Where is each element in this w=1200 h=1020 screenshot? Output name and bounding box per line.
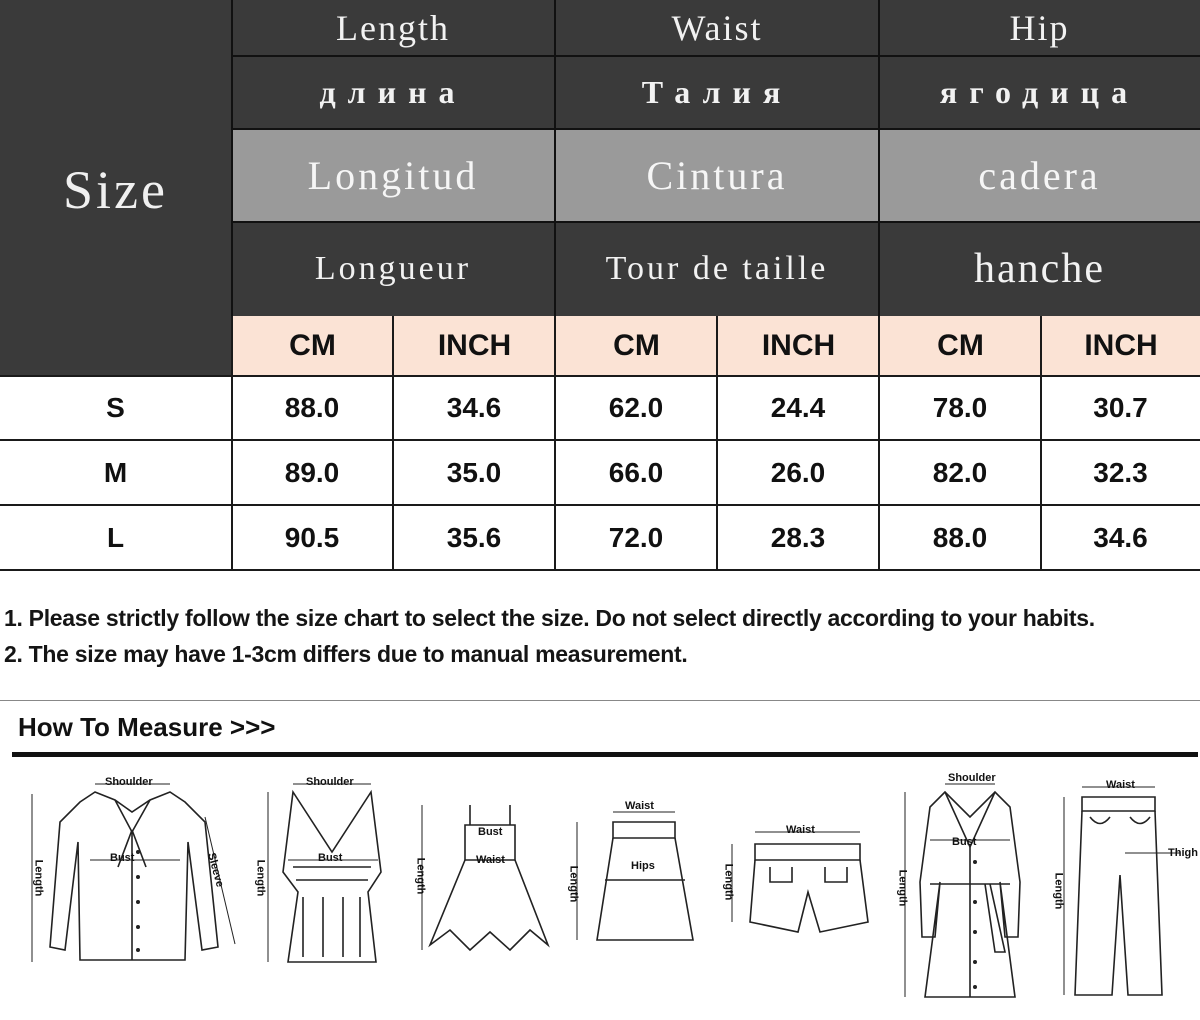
bust-label: Bust — [952, 836, 977, 848]
pants-diagram — [1050, 775, 1200, 1000]
shirt-diagram — [20, 772, 245, 972]
length-label: Length — [414, 857, 427, 895]
waist-header-fr: Tour de taille — [555, 222, 879, 316]
shoulder-label: Shoulder — [948, 772, 996, 784]
note-2: 2. The size may have 1-3cm differs due to manual measurement. — [4, 641, 688, 667]
hip-header-fr: hanche — [879, 222, 1200, 316]
waist-label: Waist — [786, 824, 815, 836]
divider — [878, 316, 880, 571]
waist-label: Waist — [476, 854, 505, 866]
thigh-label: Thigh — [1168, 847, 1198, 859]
shorts-diagram — [720, 822, 880, 942]
note-1: 1. Please strictly follow the size chart to select the size. Do not select directly according to your habits. — [4, 605, 1095, 631]
divider — [392, 316, 394, 571]
shoulder-label: Shoulder — [306, 776, 354, 788]
value-cell: 62.0 — [608, 392, 664, 423]
hip-header-en: Hip — [879, 0, 1200, 56]
divider — [0, 569, 1200, 571]
bust-label: Bust — [478, 826, 503, 838]
value-cell: 32.3 — [1093, 457, 1148, 488]
value-cell: 66.0 — [608, 457, 664, 488]
divider — [554, 316, 556, 571]
section-bar — [12, 752, 1198, 757]
hip-header-ru: ягодица — [879, 56, 1200, 129]
bust-label: Bust — [318, 852, 343, 864]
value-cell: 88.0 — [284, 392, 340, 423]
unit-waist-cm: CM — [556, 316, 717, 375]
bust-label: Bust — [110, 852, 135, 864]
length-header-ru: длина — [231, 56, 555, 129]
divider — [1040, 316, 1042, 571]
value-cell: 34.6 — [446, 392, 502, 423]
size-cell: M — [103, 457, 128, 488]
value-cell: 34.6 — [1093, 522, 1148, 553]
unit-waist-inch: INCH — [718, 316, 879, 375]
skirt-diagram — [565, 800, 700, 950]
unit-length-cm: CM — [232, 316, 393, 375]
unit-hip-inch: INCH — [1042, 316, 1200, 375]
length-label: Length — [722, 863, 735, 901]
divider — [231, 221, 1200, 223]
waist-label: Waist — [625, 800, 654, 812]
unit-length-inch: INCH — [394, 316, 555, 375]
length-header-es: Longitud — [231, 129, 555, 222]
waist-label: Waist — [1106, 779, 1135, 791]
value-cell: 35.0 — [446, 457, 502, 488]
length-header-en: Length — [231, 0, 555, 56]
length-label: Length — [896, 869, 909, 907]
size-cell: S — [106, 392, 125, 423]
value-cell: 30.7 — [1093, 392, 1148, 423]
value-cell: 88.0 — [932, 522, 988, 553]
divider — [231, 55, 1200, 57]
shoulder-label: Shoulder — [105, 776, 153, 788]
tank-top-diagram — [248, 772, 398, 972]
hips-label: Hips — [631, 860, 655, 872]
divider — [716, 316, 718, 571]
divider — [231, 316, 233, 571]
divider — [0, 504, 1200, 506]
coat-diagram — [890, 772, 1040, 1002]
value-cell: 78.0 — [932, 392, 988, 423]
value-cell: 72.0 — [608, 522, 664, 553]
divider — [0, 375, 1200, 377]
size-cell: L — [106, 522, 125, 553]
waist-header-ru: Талия — [555, 56, 879, 129]
divider — [0, 439, 1200, 441]
hip-header-es: cadera — [879, 129, 1200, 222]
divider — [231, 128, 1200, 130]
length-label: Length — [1052, 872, 1065, 910]
value-cell: 24.4 — [770, 392, 826, 423]
divider — [878, 0, 880, 316]
length-header-fr: Longueur — [231, 222, 555, 316]
value-cell: 90.5 — [284, 522, 340, 553]
waist-header-en: Waist — [555, 0, 879, 56]
length-label: Length — [567, 865, 580, 903]
unit-hip-cm: CM — [880, 316, 1041, 375]
value-cell: 82.0 — [932, 457, 988, 488]
how-to-measure-title: How To Measure >>> — [18, 712, 276, 742]
size-label: Size — [63, 160, 168, 220]
divider — [0, 700, 1200, 701]
value-cell: 35.6 — [446, 522, 502, 553]
length-label: Length — [32, 859, 45, 897]
value-cell: 26.0 — [770, 457, 826, 488]
length-label: Length — [254, 859, 267, 897]
waist-header-es: Cintura — [555, 129, 879, 222]
divider — [554, 0, 556, 316]
value-cell: 89.0 — [284, 457, 340, 488]
sleeve-label: Sleeve — [205, 851, 226, 889]
value-cell: 28.3 — [770, 522, 826, 553]
dress-diagram — [410, 800, 550, 960]
